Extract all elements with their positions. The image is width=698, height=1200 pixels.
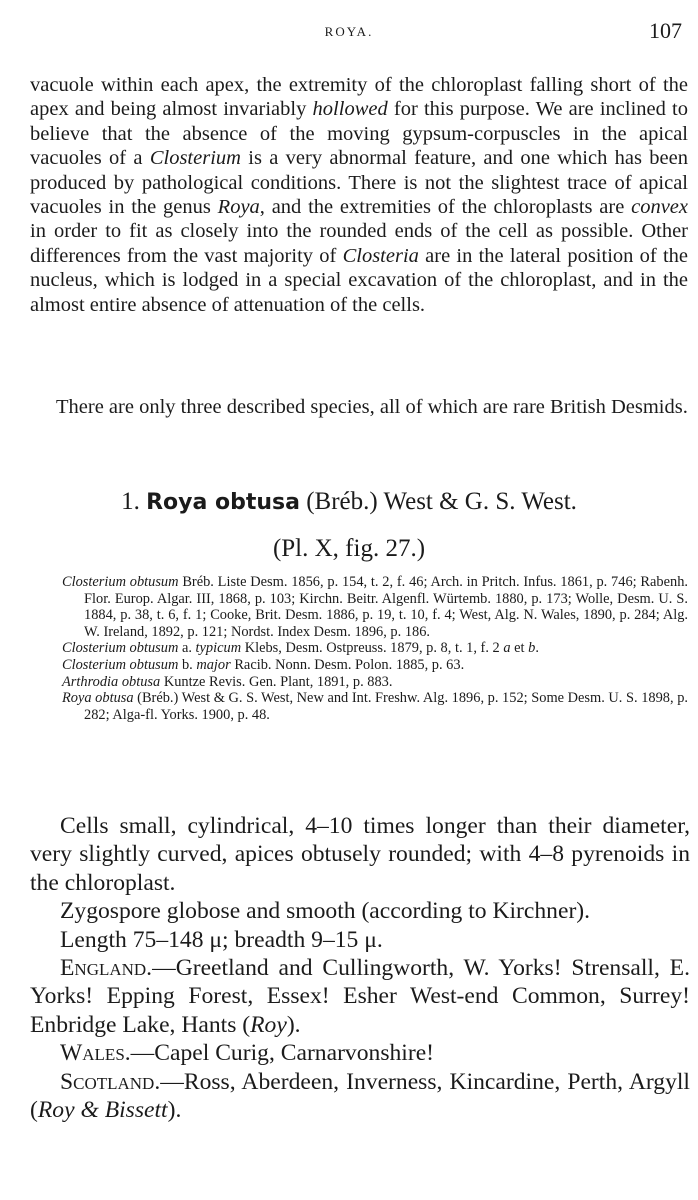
species-number: 1. [121, 488, 140, 515]
dimensions: Length 75–148 μ; breadth 9–15 μ. [60, 926, 383, 953]
species-count-paragraph [30, 395, 688, 419]
text-run: a. [178, 640, 196, 657]
italic-run: Closterium obtusum [62, 640, 179, 657]
species-name: Roya obtusa [146, 490, 300, 515]
region-label-scotland: Scotland. [60, 1068, 161, 1095]
text-run: , and the extremities of the chloroplasts are [259, 196, 632, 219]
italic-run: Closteria [342, 244, 419, 267]
italic-run: convex [631, 196, 689, 219]
text-run: (Bréb.) West & G. S. West, New and Int. Freshw. Alg. 1896, p. 152; Some Desm. U. S. 1898, p. 282; Alga-fl. Yorks. 1900, p. 48. [84, 690, 688, 723]
intro-paragraph-text [30, 73, 688, 317]
species-description [30, 812, 690, 1124]
running-title: ROYA. [324, 24, 374, 39]
text-run: Kuntze Revis. Gen. Plant, 1891, p. 883. [160, 673, 393, 690]
synonym-entry [62, 574, 688, 640]
distribution-england: England.—Greetland and Cullingworth, W. Yorks! Strensall, E. Yorks! Epping Forest, Essex! Esher West-end Common, Surrey! Enbridge Lake, Hants (Roy). [30, 955, 690, 1038]
text-run: Bréb. Liste Desm. 1856, p. 154, t. 2, f. 46; Arch. in Pritch. Infus. 1861, p. 746; Rabenh. Flor. Europ. Algar. III, 1868, p. 103; Kirchn. Beitr. Algenfl. Würtemb. 1880, p. 173; Wolle, Desm. U. S. 1884, p. 38, t. 6, f. 1; Cooke, Brit. Desm. 1886, p. 19, t. 10, f. 4; West, Alg. N. Wales, 1890, p. 284; Alg. W. Ireland, 1892, p. 121; Nordst. Index Desm. 1896, p. 186. [84, 574, 688, 640]
text-run: are in the lateral position of the nucleus, which is lodged in a special excavation of the chloroplast, and in the almost entire absence of attenuation of the cells. [30, 244, 688, 316]
region-label-wales: Wales. [60, 1040, 131, 1067]
page-number: 107 [649, 18, 682, 43]
synonym-entry [62, 674, 688, 691]
text-run: . [535, 640, 539, 657]
cells-description: Cells small, cylindrical, 4–10 times longer than their diameter, very slightly curved, apices obtusely rounded; with 4–8 pyrenoids in the chloroplast. [30, 813, 690, 896]
zygospore-description: Zygospore globose and smooth (according to Kirchner). [60, 898, 591, 925]
text-run: vacuole within each apex, the extremity of the chloroplast falling short of the apex and being almost invariably [30, 74, 688, 121]
italic-run: major [196, 656, 231, 673]
region-label-england: England. [60, 955, 153, 982]
italic-run: hollowed [312, 98, 388, 121]
species-authority: (Bréb.) West & G. S. West. [306, 488, 577, 515]
italic-run: Closterium obtusum [62, 574, 179, 590]
italic-run: Roya obtusa [62, 690, 134, 707]
species-heading [0, 486, 698, 519]
synonym-entry [62, 690, 688, 723]
italic-run: b [528, 640, 536, 657]
distribution-scotland: Scotland.—Ross, Aberdeen, Inverness, Kincardine, Perth, Argyll (Roy & Bissett). [30, 1068, 690, 1124]
text-run: b. [178, 656, 197, 673]
italic-run: Arthrodia obtusa [62, 673, 161, 690]
synonym-entry [62, 640, 688, 657]
text-run: is a very abnormal feature, and one which has been produced by pathological conditions. There is not the slightest trace of apical vacuoles in the genus [30, 147, 688, 219]
plate-reference: (Pl. X, fig. 27.) [272, 535, 426, 562]
running-head [0, 18, 698, 46]
italic-run: Closterium [149, 147, 241, 170]
text-run: for this purpose. We are inclined to believe that the absence of the moving gypsum-corpuscles in the apical vacuoles of a [30, 98, 688, 170]
localities-scotland: —Ross, Aberdeen, Inverness, Kincardine, Perth, Argyll [160, 1068, 690, 1095]
distribution-wales [30, 1039, 690, 1067]
localities-england: —Greetland and Cullingworth, W. Yorks! Strensall, E. Yorks! Epping Forest, Essex! Esher West-end Common, Surrey! Enbridge Lake, Hants [30, 955, 690, 1038]
text-run: in order to fit as closely into the rounded ends of the cell as possible. Other differences from the vast majority of [30, 220, 688, 267]
text-run: Racib. Nonn. Desm. Polon. 1885, p. 63. [230, 656, 465, 673]
intro-paragraph [30, 73, 688, 317]
italic-run: a [503, 640, 511, 657]
localities-wales: —Capel Curig, Carnarvonshire! [130, 1040, 435, 1067]
species-count-text: There are only three described species, all of which are rare British Desmids. [56, 396, 688, 418]
synonymy-list [62, 574, 688, 723]
italic-run: Roya [217, 196, 260, 219]
collector-credit-scotland: Roy & Bissett [37, 1097, 168, 1124]
text-run: Klebs, Desm. Ostpreuss. 1879, p. 8, t. 1, f. 2 [241, 640, 504, 657]
collector-credit-england: Roy [250, 1011, 287, 1038]
italic-run: typicum [195, 640, 242, 657]
italic-run: Closterium obtusum [62, 656, 179, 673]
text-run: et [510, 640, 529, 657]
synonym-entry [62, 657, 688, 674]
